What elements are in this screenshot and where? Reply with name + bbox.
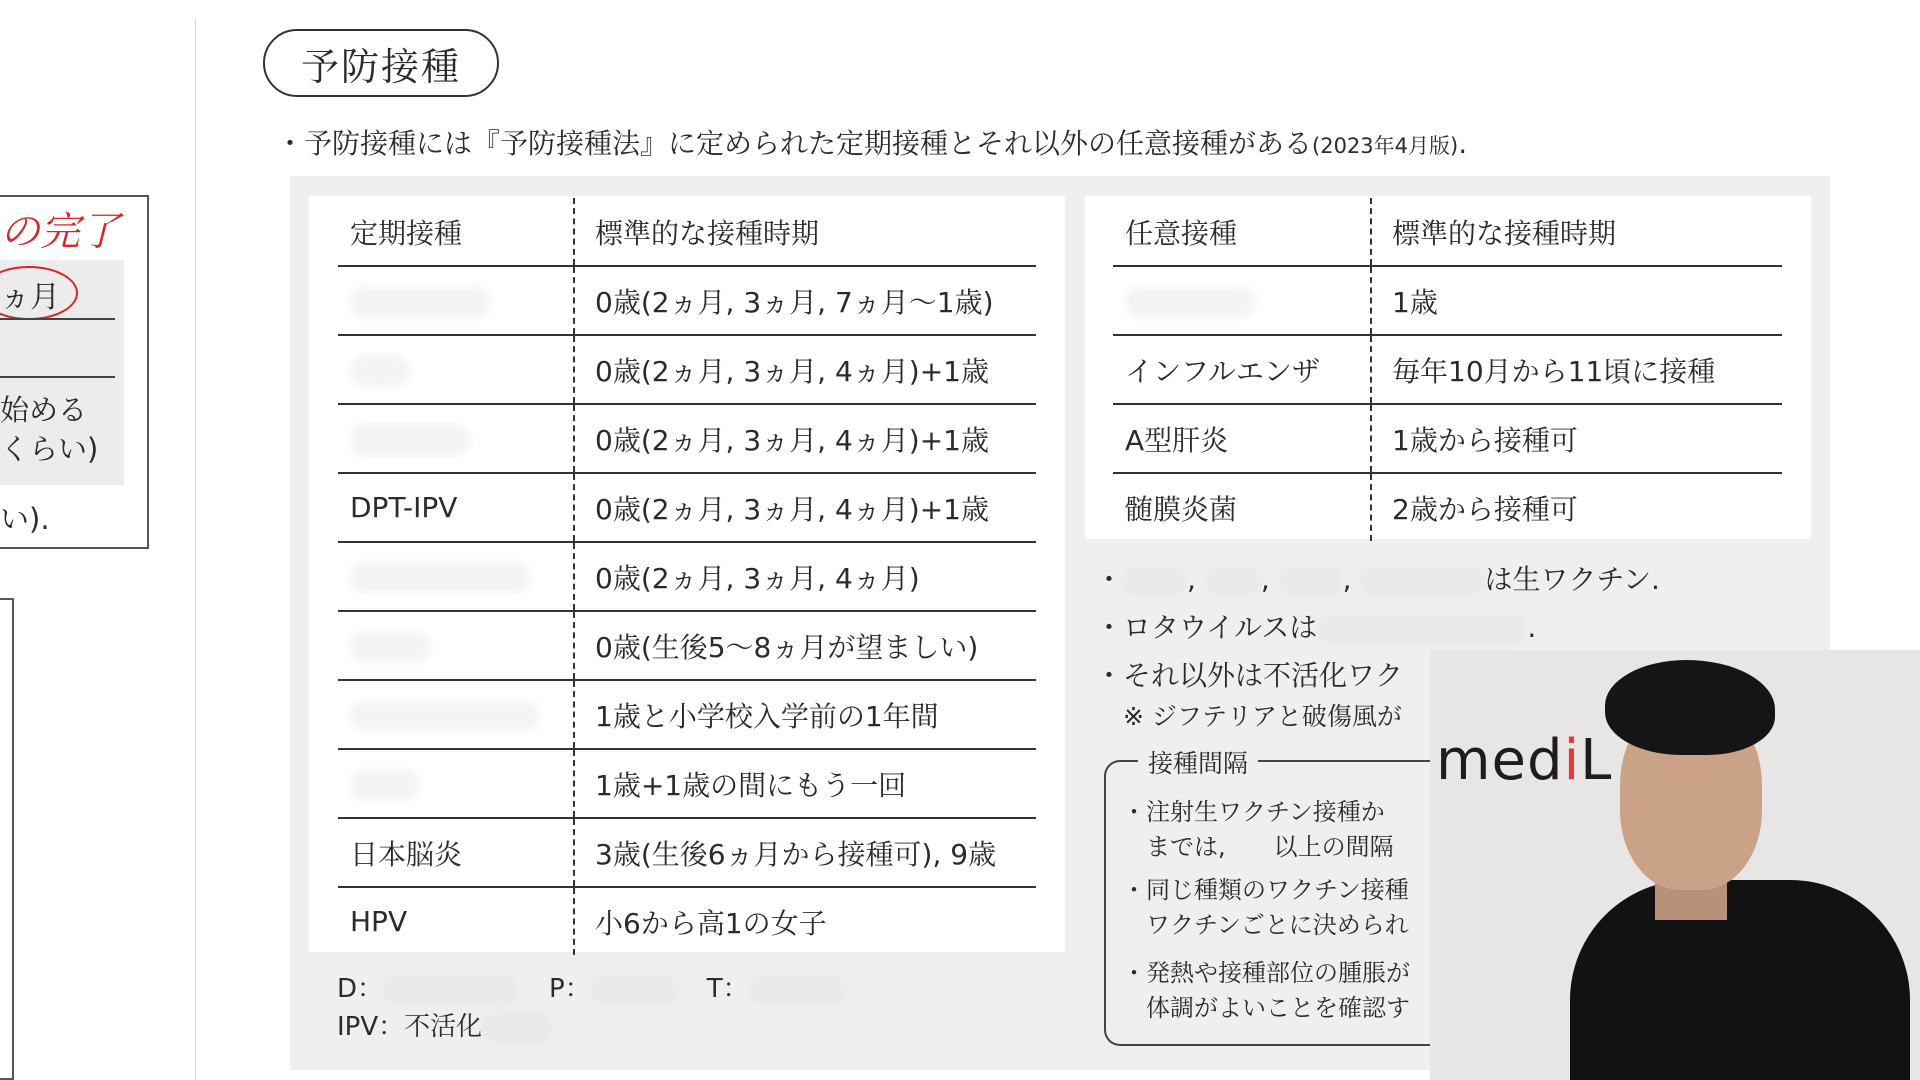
header-cell: 任意接種 (1113, 198, 1371, 266)
webcam-logo (1436, 728, 1612, 793)
redacted-text (482, 1013, 552, 1043)
abbreviation-footnote (337, 968, 845, 1005)
table-row (338, 266, 1036, 335)
intro-text: ・予防接種には『予防接種法』に定められた定期接種とそれ以外の任意接種がある (276, 127, 1313, 160)
logo-text: L (1580, 728, 1613, 793)
redacted-text (1123, 566, 1187, 596)
vaccine-name-cell (338, 749, 574, 818)
redacted-vaccine-name (350, 632, 430, 662)
live-vaccine-bullet: ・ , , , は生ワクチン. (1095, 563, 1660, 596)
interval-line: ワクチンごとに決められ (1146, 911, 1409, 939)
table-row (1113, 404, 1782, 473)
vaccine-name-cell (338, 404, 574, 473)
rotavirus-bullet (1095, 606, 1536, 646)
vaccine-name-cell (338, 266, 574, 335)
left-fragment-rule (0, 318, 115, 320)
interval-line: ・発熱や接種部位の腫脹が (1122, 959, 1410, 987)
timing-cell: 0歳(2ヵ月, 3ヵ月, 4ヵ月)+1歳 (574, 335, 1036, 404)
timing-cell: 1歳 (1371, 266, 1782, 335)
left-fragment-rule (0, 376, 115, 378)
section-title-text: 予防接種 (300, 44, 461, 89)
intro-period: . (1458, 127, 1468, 160)
timing-cell: 小6から高1の女子 (595, 906, 827, 940)
rotavirus-text: ・ロタウイルスは (1095, 611, 1318, 644)
header-cell: 標準的な接種時期 (574, 198, 1036, 266)
presenter-hair (1605, 660, 1775, 755)
redacted-text (591, 975, 677, 1005)
table-row (1113, 335, 1782, 404)
timing-cell: 3歳(生後6ヵ月から接種可), 9歳 (574, 818, 1036, 887)
left-fragment-text: 始める (0, 393, 88, 427)
table-row (338, 749, 1036, 818)
abbreviation-footnote (337, 1006, 552, 1043)
timing-cell: 0歳(2ヵ月, 3ヵ月, 7ヵ月〜1歳) (574, 266, 1036, 335)
table-row (338, 680, 1036, 749)
interval-line: までは, 以上の間隔 (1146, 833, 1394, 861)
voluntary-vaccination-table (1113, 198, 1782, 541)
table-row (338, 887, 1036, 955)
table-row (1113, 266, 1782, 335)
redacted-text (383, 975, 519, 1005)
vaccine-name-cell (338, 542, 574, 611)
redacted-vaccine-name (350, 356, 410, 386)
inactivated-bullet: ・それ以外は不活化ワク (1095, 659, 1404, 692)
timing-cell: 2歳から接種可 (1392, 492, 1578, 526)
timing-cell: 0歳(2ヵ月, 3ヵ月, 4ヵ月) (574, 542, 1036, 611)
vaccine-name-cell (338, 611, 574, 680)
timing-cell: 1歳から接種可 (1371, 404, 1782, 473)
redacted-text (1279, 566, 1343, 596)
timing-cell: 0歳(生後5〜8ヵ月が望ましい) (574, 611, 1036, 680)
interval-item (1122, 873, 1409, 943)
presenter-body (1570, 880, 1910, 1080)
table-row (338, 404, 1036, 473)
timing-cell: 1歳と小学校入学前の1年間 (574, 680, 1036, 749)
section-title (263, 29, 499, 97)
vaccine-name-cell: HPV (338, 887, 574, 955)
vaccine-name-cell (1113, 266, 1371, 335)
redacted-vaccine-name (350, 425, 470, 455)
left-fragment-box-2 (0, 598, 14, 1080)
table-row (338, 818, 1036, 887)
vaccine-name-cell: インフルエンザ (1113, 335, 1371, 404)
logo-text: i (1563, 728, 1581, 793)
redacted-text (749, 975, 845, 1005)
rotavirus-period: . (1527, 611, 1537, 644)
routine-vaccination-table (338, 198, 1036, 955)
vaccine-name-cell (338, 335, 574, 404)
redacted-text (1317, 614, 1527, 644)
header-cell: 標準的な接種時期 (1371, 198, 1782, 266)
footnote-d: D： (337, 974, 384, 1004)
diphtheria-note: ※ ジフテリアと破傷風が (1123, 702, 1402, 731)
interval-line: ・同じ種類のワクチン接種 (1122, 876, 1409, 904)
redacted-text (1205, 566, 1261, 596)
header-cell: 定期接種 (338, 198, 574, 266)
timing-cell: 0歳(2ヵ月, 3ヵ月, 4ヵ月)+1歳 (574, 473, 1036, 542)
vaccine-name-cell: DPT-IPV (338, 473, 574, 542)
live-vaccine-text: は生ワクチン. (1484, 563, 1660, 596)
redacted-vaccine-name (350, 287, 490, 317)
interval-title: 接種間隔 (1138, 744, 1258, 780)
table-header-row (1113, 198, 1782, 266)
vaccine-name-cell: A型肝炎 (1113, 404, 1371, 473)
vaccine-name-cell (338, 680, 574, 749)
vaccine-name-cell: 髄膜炎菌 (1113, 473, 1371, 541)
redacted-vaccine-name (1125, 287, 1255, 317)
left-fragment-text: くらい) (0, 432, 99, 466)
footnote-p: P： (549, 974, 591, 1004)
table-row (338, 335, 1036, 404)
vaccine-name-cell: 日本脳炎 (338, 818, 574, 887)
timing-cell: 毎年10月から11頃に接種 (1371, 335, 1782, 404)
redacted-text (1360, 566, 1484, 596)
footnote-t: T： (706, 974, 749, 1004)
interval-line: 体調がよいことを確認す (1146, 994, 1410, 1022)
interval-item (1122, 956, 1410, 1026)
timing-cell: 1歳+1歳の間にもう一回 (574, 749, 1036, 818)
footnote-ipv: IPV：不活化 (337, 1012, 483, 1042)
logo-text: med (1436, 728, 1564, 793)
table-header-row (338, 198, 1036, 266)
table-row (338, 611, 1036, 680)
left-fragment-red-note: の完了 (0, 209, 120, 255)
intro-date: (2023年4月版) (1312, 134, 1459, 158)
interval-line: ・注射生ワクチン接種か (1122, 798, 1385, 826)
left-fragment-text: い). (0, 502, 50, 536)
redacted-vaccine-name (350, 701, 540, 731)
left-fragment-month: ヵ月 (0, 280, 60, 315)
redacted-vaccine-name (350, 770, 420, 800)
interval-item (1122, 795, 1394, 865)
redacted-vaccine-name (350, 563, 530, 593)
page-divider (195, 18, 196, 1080)
intro-sentence (276, 122, 1467, 162)
timing-cell: 0歳(2ヵ月, 3ヵ月, 4ヵ月)+1歳 (574, 404, 1036, 473)
table-row (338, 473, 1036, 542)
table-row (1113, 473, 1782, 541)
table-row (338, 542, 1036, 611)
